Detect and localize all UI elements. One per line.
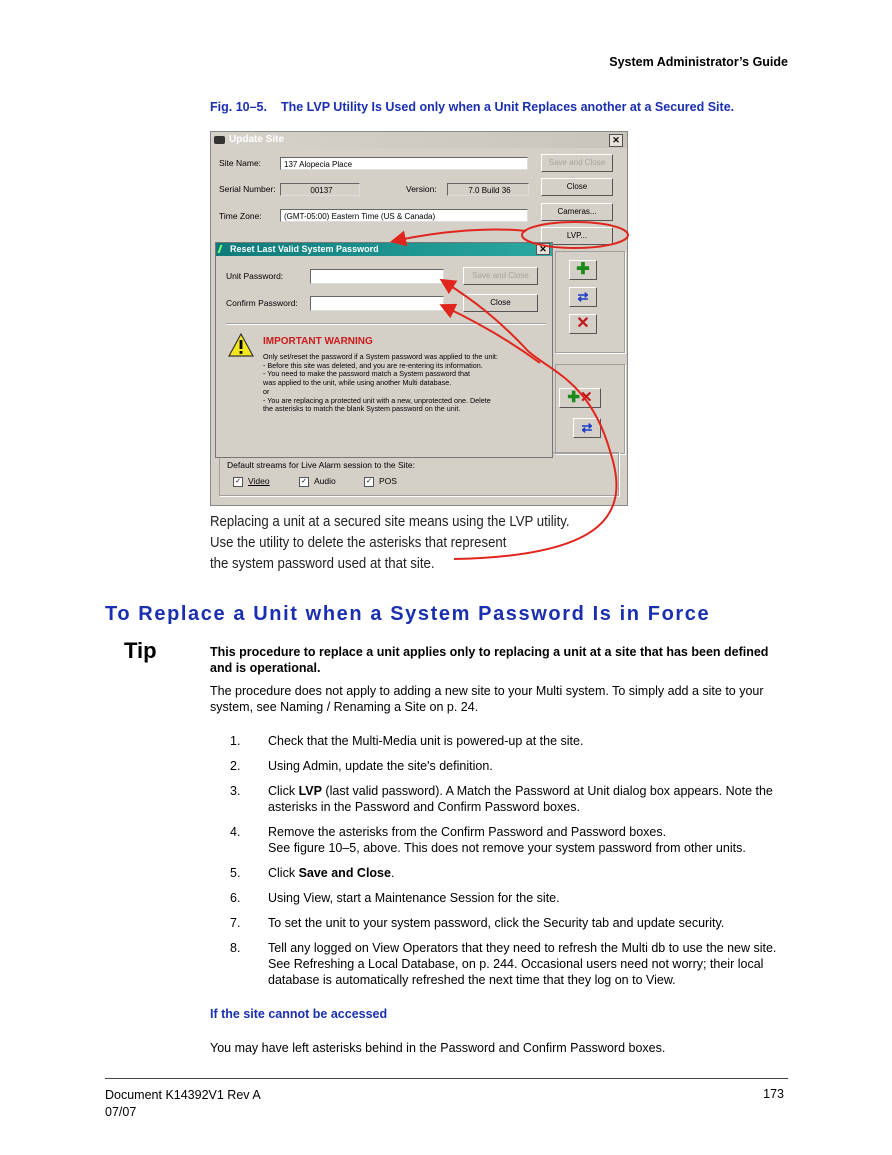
- site-name-label: Site Name:: [219, 158, 262, 168]
- page-number: 173: [763, 1087, 784, 1101]
- version-field: 7.0 Build 36: [447, 183, 529, 196]
- step-text: (last valid password). A Match the Password at Unit dialog box appears. Note the asterisks in the Password and Confirm Password boxes.: [268, 784, 773, 814]
- dialog-save-and-close-button[interactable]: Save and Close: [463, 267, 538, 285]
- video-label: Video: [248, 476, 270, 486]
- step-text: Check that the Multi-Media unit is powered-up at the site.: [268, 734, 584, 748]
- figure-caption: [210, 100, 734, 114]
- list-item: [230, 758, 790, 774]
- step-text: Remove the asterisks from the Confirm Password and Password boxes.: [268, 825, 667, 839]
- streams-group-box: [219, 452, 619, 496]
- figure-number: Fig. 10–5.: [210, 100, 267, 114]
- serial-number-field: 00137: [280, 183, 360, 196]
- step-text: Using Admin, update the site's definition.: [268, 759, 493, 773]
- warning-line: or: [263, 386, 270, 396]
- step-bold-term: LVP: [298, 784, 322, 798]
- update-site-close-icon[interactable]: ✕: [609, 134, 623, 147]
- warning-line: - Before this site was deleted, and you are re-entering its information.: [263, 360, 483, 370]
- audio-checkbox[interactable]: [299, 476, 336, 487]
- time-zone-select[interactable]: (GMT-05:00) Eastern Time (US & Canada): [280, 209, 528, 222]
- window-icon: [214, 136, 225, 144]
- step-text: Tell any logged on View Operators that they need to refresh the Multi db to use the new site. See Refreshing a Local Database, on p. 244. Occasional users need not worry; their local database is automatically refreshed the next time that they log on to View.: [268, 941, 777, 987]
- checkmark-icon: ✓: [299, 477, 309, 487]
- warning-line: Only set/reset the password if a System password was applied to the unit:: [263, 352, 498, 361]
- warning-line: was applied to the unit, while using another Multi database.: [263, 378, 452, 388]
- footer-doc-info: [105, 1087, 261, 1121]
- document-id: Document K14392V1 Rev A: [105, 1088, 261, 1102]
- figure-caption-text: The LVP Utility Is Used only when a Unit Replaces another at a Secured Site.: [280, 100, 735, 114]
- add-icon[interactable]: ✚: [569, 260, 597, 280]
- update-site-titlebar: [211, 132, 627, 148]
- step-number: 1.: [230, 734, 241, 748]
- step-number: 7.: [230, 916, 241, 930]
- check-icon: [218, 245, 230, 253]
- refresh-icon-2[interactable]: ⇄: [573, 418, 601, 438]
- list-item: [230, 890, 790, 906]
- unit-password-field[interactable]: [310, 269, 444, 284]
- step-text: .: [390, 866, 395, 880]
- step-text: See figure 10–5, above. This does not remove your system password from other units.: [268, 841, 746, 855]
- step-number: 2.: [230, 759, 241, 773]
- save-and-close-button[interactable]: Save and Close: [541, 154, 613, 172]
- step-number: 5.: [230, 866, 241, 880]
- close-button[interactable]: Close: [541, 178, 613, 196]
- refresh-icon[interactable]: ⇄: [569, 287, 597, 307]
- reset-password-dialog: [215, 242, 553, 458]
- list-item: [230, 915, 790, 931]
- intro-paragraph: The procedure does not apply to adding a new site to your Multi system. To simply add a site to your system, see Naming / Renaming a Site on p. 24.: [210, 684, 764, 714]
- list-item: [230, 940, 790, 988]
- footer-rule: [105, 1078, 788, 1079]
- video-checkbox[interactable]: [233, 476, 270, 487]
- annotation-line: Use the utility to delete the asterisks that represent: [210, 534, 507, 551]
- section-heading: To Replace a Unit when a System Password Is in Force: [105, 603, 711, 625]
- tip-label: Tip: [124, 638, 157, 663]
- list-item: [230, 824, 790, 856]
- add-remove-icon[interactable]: ✚✕: [559, 388, 601, 408]
- step-text: Click: [268, 866, 299, 880]
- step-number: 8.: [230, 941, 241, 955]
- list-item: [230, 783, 790, 815]
- checkmark-icon: ✓: [364, 477, 374, 487]
- version-label: Version:: [406, 184, 437, 194]
- unit-password-label: Unit Password:: [226, 271, 284, 281]
- reset-dialog-close-icon[interactable]: ✕: [536, 243, 550, 255]
- step-number: 3.: [230, 784, 241, 798]
- warning-icon: [228, 333, 254, 357]
- reset-dialog-title: Reset Last Valid System Password: [230, 244, 379, 254]
- closing-paragraph: You may have left asterisks behind in the Password and Confirm Password boxes.: [210, 1041, 666, 1055]
- running-header: System Administrator’s Guide: [609, 55, 788, 69]
- subheading: If the site cannot be accessed: [210, 1007, 388, 1021]
- step-number: 6.: [230, 891, 241, 905]
- list-item: [230, 733, 790, 749]
- time-zone-label: Time Zone:: [219, 211, 262, 221]
- document-date: 07/07: [105, 1105, 137, 1119]
- step-bold-term: Save and Close: [298, 866, 391, 880]
- procedure-steps: [230, 733, 790, 997]
- update-site-title: Update Site: [229, 134, 285, 145]
- stream-group-box: [555, 364, 625, 454]
- step-number: 4.: [230, 825, 241, 839]
- dialog-close-button[interactable]: Close: [463, 294, 538, 312]
- annotation-line: the system password used at that site.: [210, 555, 435, 572]
- delete-icon[interactable]: ✕: [569, 314, 597, 334]
- update-site-window: [210, 131, 628, 506]
- streams-label: Default streams for Live Alarm session to the Site:: [227, 460, 416, 470]
- pos-label: POS: [379, 476, 397, 486]
- annotation-line: Replacing a unit at a secured site means using the LVP utility.: [210, 513, 570, 530]
- warning-line: - You need to make the password match a System password that: [263, 369, 470, 379]
- site-name-field[interactable]: 137 Alopecia Place: [280, 157, 528, 170]
- warning-title: IMPORTANT WARNING: [263, 336, 373, 347]
- step-text: Click: [268, 784, 299, 798]
- warning-line: - You are replacing a protected unit with a new, unprotected one. Delete: [263, 395, 491, 405]
- audio-label: Audio: [314, 476, 336, 486]
- figure-10-5: [210, 131, 628, 571]
- lvp-button[interactable]: LVP...: [541, 227, 613, 245]
- step-text: Using View, start a Maintenance Session for the site.: [268, 891, 560, 905]
- serial-number-label: Serial Number:: [219, 184, 276, 194]
- list-item: [230, 865, 790, 881]
- warning-line: the asterisks to match the blank System password on the unit.: [263, 404, 461, 414]
- pos-checkbox[interactable]: [364, 476, 397, 487]
- checkmark-icon: ✓: [233, 477, 243, 487]
- figure-annotation: [210, 511, 570, 574]
- reset-dialog-titlebar: [216, 243, 552, 256]
- warning-text: [263, 353, 548, 414]
- cameras-button[interactable]: Cameras...: [541, 203, 613, 221]
- tip-text: This procedure to replace a unit applies only to replacing a unit at a site that has been defined and is operational.: [210, 645, 769, 675]
- step-text: To set the unit to your system password, click the Security tab and update security.: [268, 916, 725, 930]
- confirm-password-label: Confirm Password:: [226, 298, 298, 308]
- dialog-divider: [226, 323, 546, 325]
- confirm-password-field[interactable]: [310, 296, 444, 311]
